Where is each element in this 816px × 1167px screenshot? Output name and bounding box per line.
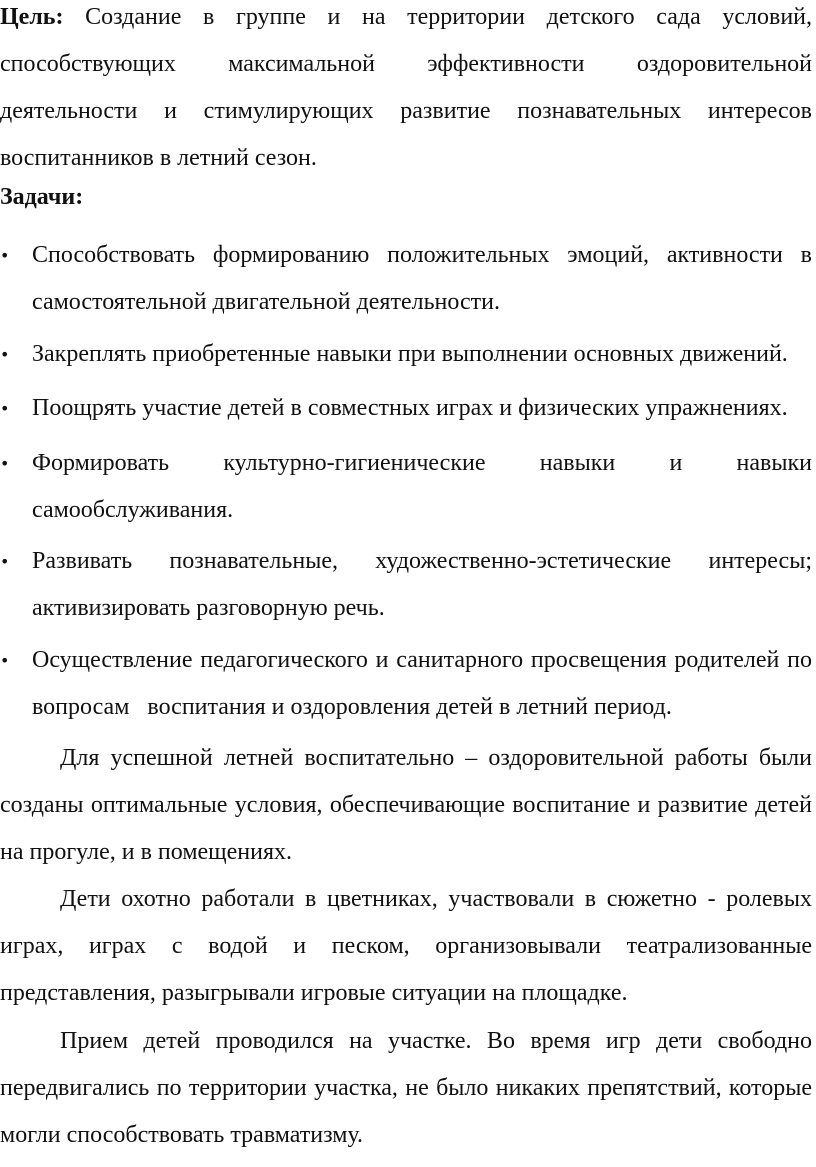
document-page: Цель: Создание в группе и на территории детского сада условий, способствующих максимальной эффективности оздоровительной деятельности и стимулирующих развитие познавательных интересов воспитанников в летний сезон. Задачи: • Способствовать формированию положительных эмоций, активности в самостоятельной двигательной деятельности. • Закреплять приобретенные навыки при выполнении основных движений. • Поощрять участие детей в совместных играх и физических упражнениях. • Формировать культурно-гигиенические навыки и навыки самообслуживания. • Развивать познавательные, художественно-эстетические интересы; активизировать разговорную речь. • Осуществление педагогического и санитарного просвещения родителей по вопросам воспитания и оздоровления детей в летний период. Для успешной летней воспитательно – оздоровительной работы были созданы оптимальные условия, обеспечивающие воспитание и развитие детей на прогуле, и в помещениях. Дети охотно работали в цветниках, участвовали в сюжетно - ролевых играх, играх с водой и песком, организовывали театрализованные представления, разыгрывали игровые ситуации на площадке. Прием детей проводился на участке. Во время игр дети свободно передвигались по территории участка, не было никаких препятствий, которые могли способствовать травматизму.: [0, 0, 816, 1167]
bullet-icon: •: [0, 399, 10, 418]
tasks-heading: Задачи:: [0, 184, 84, 210]
bullet-icon: •: [0, 345, 10, 364]
goal-line-2: способствующих максимальной эффективности оздоровительной: [0, 51, 812, 77]
bullet-icon: •: [0, 246, 10, 265]
goal-line-4: воспитанников в летний сезон.: [0, 145, 317, 171]
bullet-icon: •: [0, 454, 10, 473]
goal-section: [0, 0, 812, 182]
body-paragraph: Прием детей проводился на участке. Во время игр дети свободно передвигались по территории участка, не было никаких препятствий, которые могли способствовать травматизму.: [0, 1028, 812, 1148]
bullet-icon: •: [0, 552, 10, 571]
body-paragraph: Дети охотно работали в цветниках, участвовали в сюжетно - ролевых играх, играх с водой и песком, организовывали театрализованные представления, разыгрывали игровые ситуации на площадке.: [0, 886, 812, 1006]
goal-line-1: Цель: Создание в группе и на территории детского сада условий,: [0, 4, 813, 30]
bullet-icon: •: [0, 651, 10, 670]
goal-line-3: деятельности и стимулирующих развитие познавательных интересов: [0, 98, 812, 124]
body-paragraph: Для успешной летней воспитательно – оздоровительной работы были созданы оптимальные условия, обеспечивающие воспитание и развитие детей на прогуле, и в помещениях.: [0, 745, 812, 865]
goal-label: Цель:: [0, 4, 64, 30]
